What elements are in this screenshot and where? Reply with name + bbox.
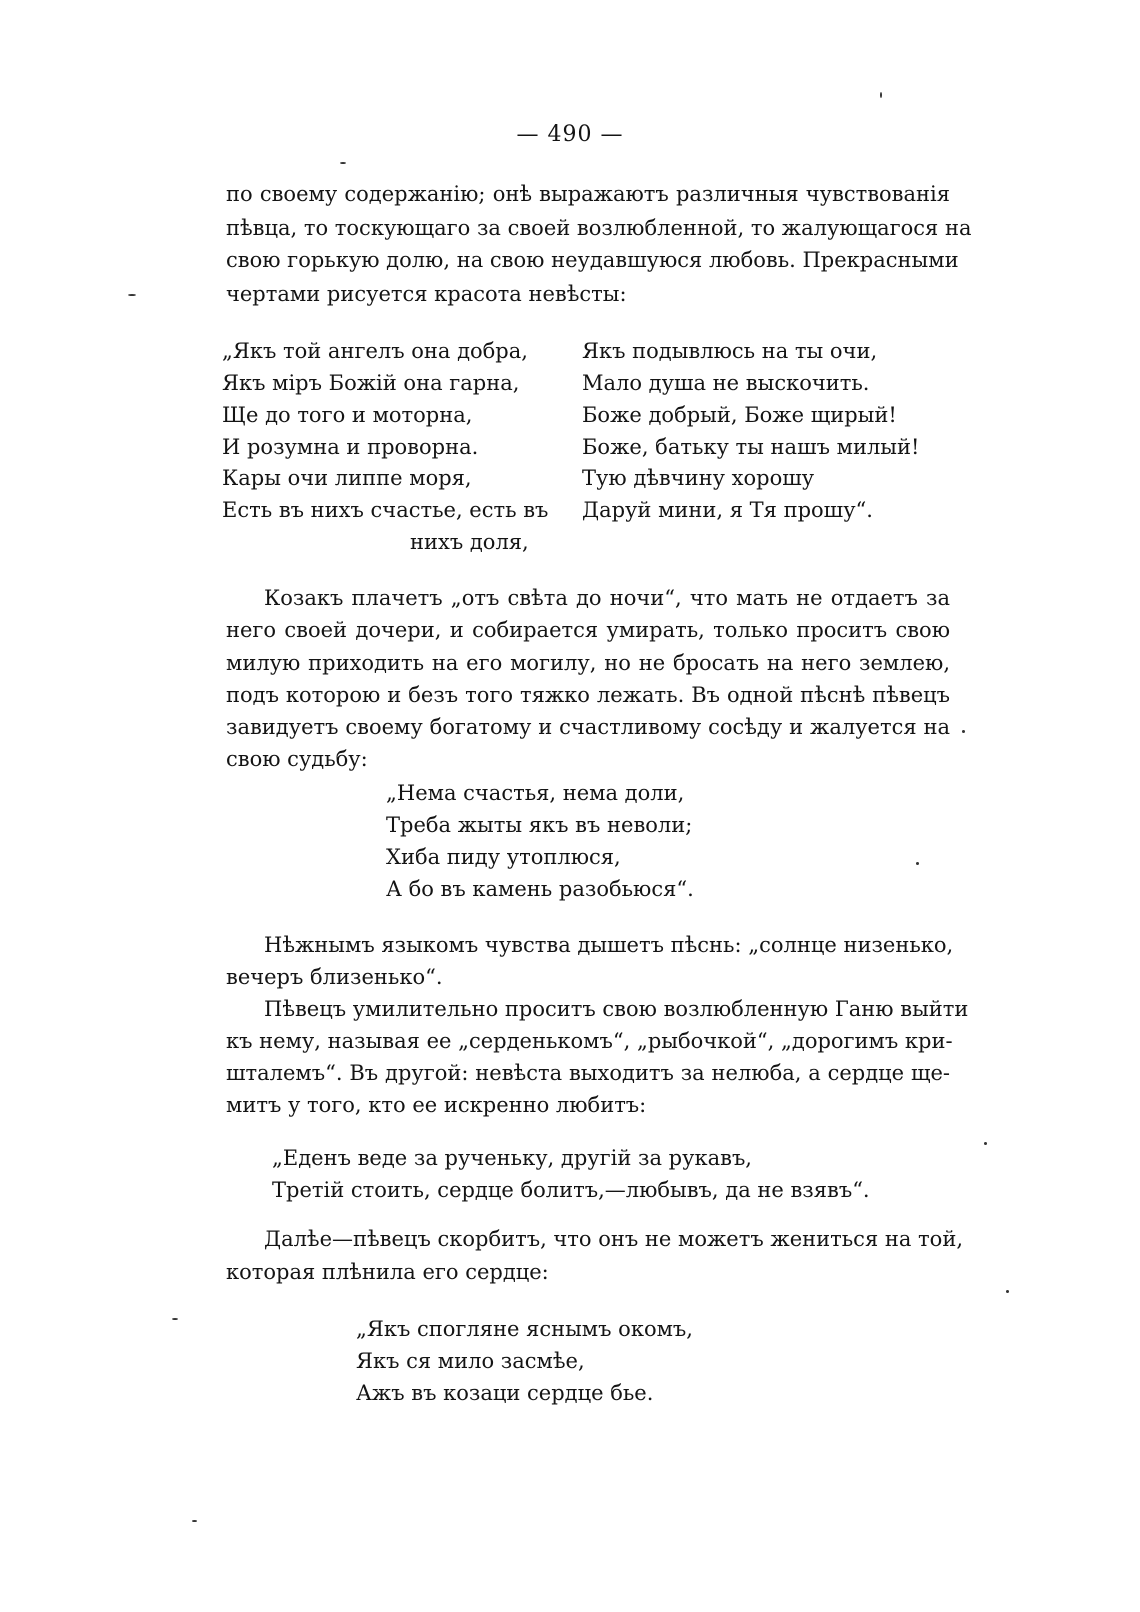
paragraph-line: чертами рисуется красота невѣсты: xyxy=(226,282,627,306)
paragraph-line: къ нему, называя ее „серденькомъ“, „рыбочкой“, „дорогимъ кри- xyxy=(226,1029,953,1053)
paragraph-line: Далѣе—пѣвецъ скорбитъ, что онъ не можетъ жениться на той, xyxy=(264,1227,963,1251)
poem-line: Тую дѣвчину хорошу xyxy=(582,466,815,490)
poem-line: Ще до того и моторна, xyxy=(222,403,473,427)
poem-line: А бо въ камень разобьюся“. xyxy=(386,877,694,901)
paragraph-line: которая плѣнила его сердце: xyxy=(226,1260,549,1284)
poem-line: „Еденъ веде за рученьку, другій за рукавъ, xyxy=(272,1146,752,1170)
scan-speck xyxy=(192,1520,197,1522)
paragraph-line: свою судьбу: xyxy=(226,747,368,771)
paragraph-line: Пѣвецъ умилительно проситъ свою возлюбленную Ганю выйти xyxy=(264,997,969,1021)
poem-line: Кары очи липпе моря, xyxy=(222,466,472,490)
paragraph-line: вечеръ близенько“. xyxy=(226,965,443,989)
paragraph-line: милую приходить на его могилу, но не бросать на него землею, xyxy=(226,651,950,675)
paragraph-line: подъ которою и безъ того тяжко лежать. Въ одной пѣснѣ пѣвецъ xyxy=(226,683,950,707)
scan-speck xyxy=(962,730,965,733)
paragraph-line: него своей дочери, и собирается умирать, только проситъ свою xyxy=(226,618,950,642)
paragraph-line: шталемъ“. Въ другой: невѣста выходитъ за нелюба, а сердце ще- xyxy=(226,1061,950,1085)
paragraph-line: по своему содержанію; онѣ выражаютъ различныя чувствованія xyxy=(226,182,950,206)
poem-line: Боже добрый, Боже щирый! xyxy=(582,403,897,427)
poem-line: Якъ міръ Божій она гарна, xyxy=(222,371,520,395)
scan-speck xyxy=(984,1142,987,1145)
paragraph-line: пѣвца, то тоскующаго за своей возлюбленной, то жалующагося на xyxy=(226,216,972,240)
scan-speck xyxy=(128,294,136,296)
poem-line: Якъ подывлюсь на ты очи, xyxy=(582,339,878,363)
poem-line: Есть въ нихъ счастье, есть въ xyxy=(222,498,549,522)
poem-line: „Якъ спогляне яснымъ окомъ, xyxy=(356,1317,693,1341)
poem-line: Хиба пиду утоплюся, xyxy=(386,845,621,869)
scan-speck xyxy=(1006,1290,1009,1293)
poem-line: Ажъ въ козаци сердце бье. xyxy=(356,1381,654,1405)
poem-line: И розумна и проворна. xyxy=(222,435,479,459)
scan-speck xyxy=(880,92,882,98)
poem-line: „Нема счастья, нема доли, xyxy=(386,781,685,805)
paragraph-line: свою горькую долю, на свою неудавшуюся любовь. Прекрасными xyxy=(226,248,959,272)
poem-line: Якъ ся мило засмѣе, xyxy=(356,1349,585,1373)
poem-line: „Якъ той ангелъ она добра, xyxy=(222,339,528,363)
poem-line: Треба жыты якъ въ неволи; xyxy=(386,813,693,837)
scan-speck xyxy=(340,162,346,164)
poem-line: нихъ доля, xyxy=(410,530,529,554)
page-number: — 490 — xyxy=(516,122,624,147)
poem-line: Даруй мини, я Тя прошу“. xyxy=(582,498,873,522)
poem-line: Боже, батьку ты нашъ милый! xyxy=(582,435,920,459)
paragraph-line: Нѣжнымъ языкомъ чувства дышетъ пѣснь: „солнце низенько, xyxy=(264,933,954,957)
scan-speck xyxy=(172,1318,178,1320)
poem-line: Мало душа не выскочить. xyxy=(582,371,870,395)
paragraph-line: митъ у того, кто ее искренно любитъ: xyxy=(226,1093,647,1117)
paragraph-line: Козакъ плачетъ „отъ свѣта до ночи“, что мать не отдаетъ за xyxy=(264,586,950,610)
poem-line: Третій стоить, сердце болитъ,—любывъ, да не взявъ“. xyxy=(272,1178,870,1202)
scan-speck xyxy=(916,862,919,865)
paragraph-line: завидуетъ своему богатому и счастливому сосѣду и жалуется на xyxy=(226,715,950,739)
